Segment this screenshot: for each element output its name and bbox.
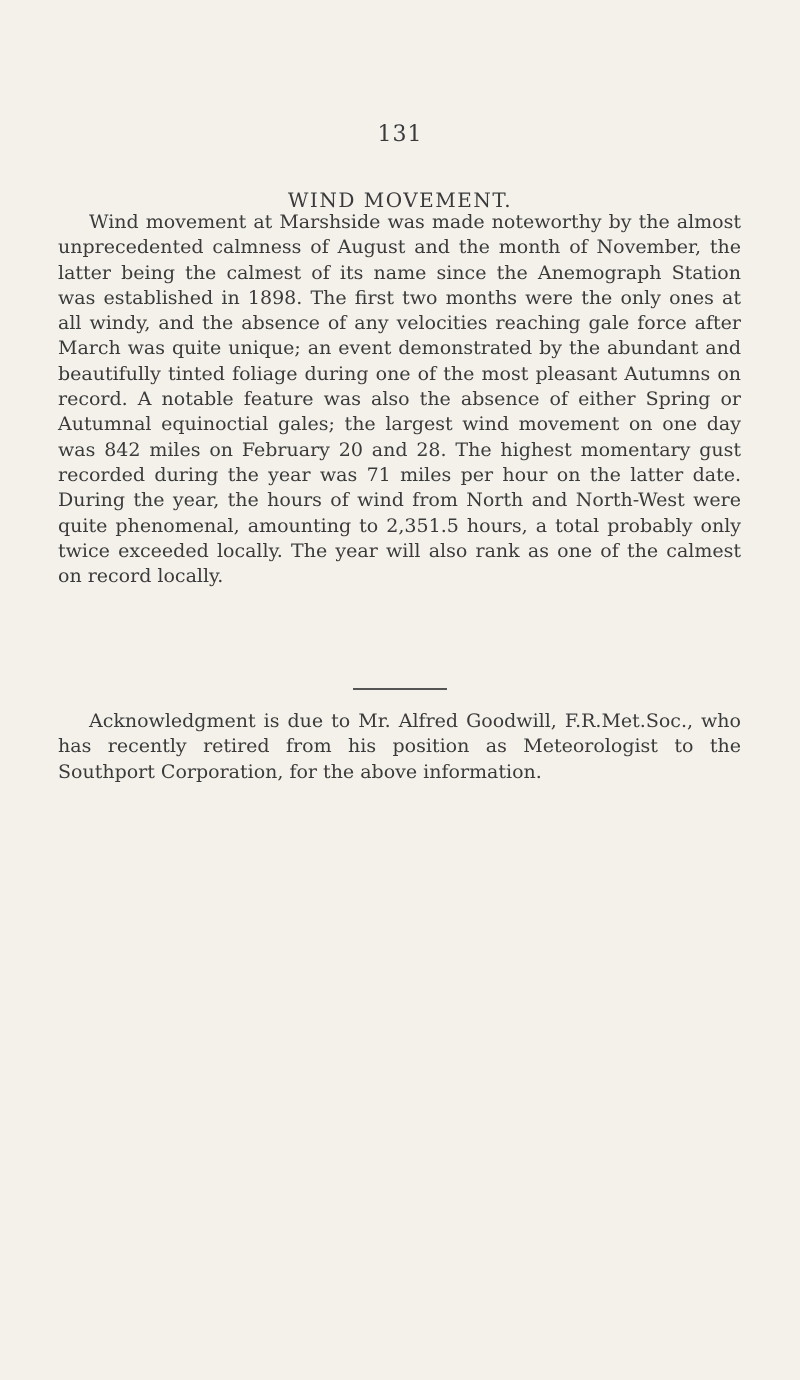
acknowledgment-paragraph: Acknowledgment is due to Mr. Alfred Goodwill, F.R.Met.Soc., who has recently retired from his position as Meteorologist to the Southport Corporation, for the above information. [58, 710, 741, 783]
section-divider [353, 688, 447, 690]
page-number: 131 [377, 122, 423, 147]
section-heading: WIND MOVEMENT. [287, 188, 513, 212]
body-paragraph: Wind movement at Marshside was made noteworthy by the almost unprecedented calmness of August and the month of November, the latter being the calmest of its name since the Anemograph Station was established in 1898. The first two months were the only ones at all windy, and the absence of any velocities reaching gale force after March was quite unique; an event demonstrated by the abundant and beautifully tinted foliage during one of the most pleasant Autumns on record. A notable feature was also the absence of either Spring or Autumnal equinoctial gales; the largest wind movement on one day was 842 miles on February 20 and 28. The highest momentary gust recorded during the year was 71 miles per hour on the latter date. During the year, the hours of wind from North and North-West were quite phenomenal, amounting to 2,351.5 hours, a total probably only twice exceeded locally. The year will also rank as one of the calmest on record locally. [58, 211, 741, 588]
